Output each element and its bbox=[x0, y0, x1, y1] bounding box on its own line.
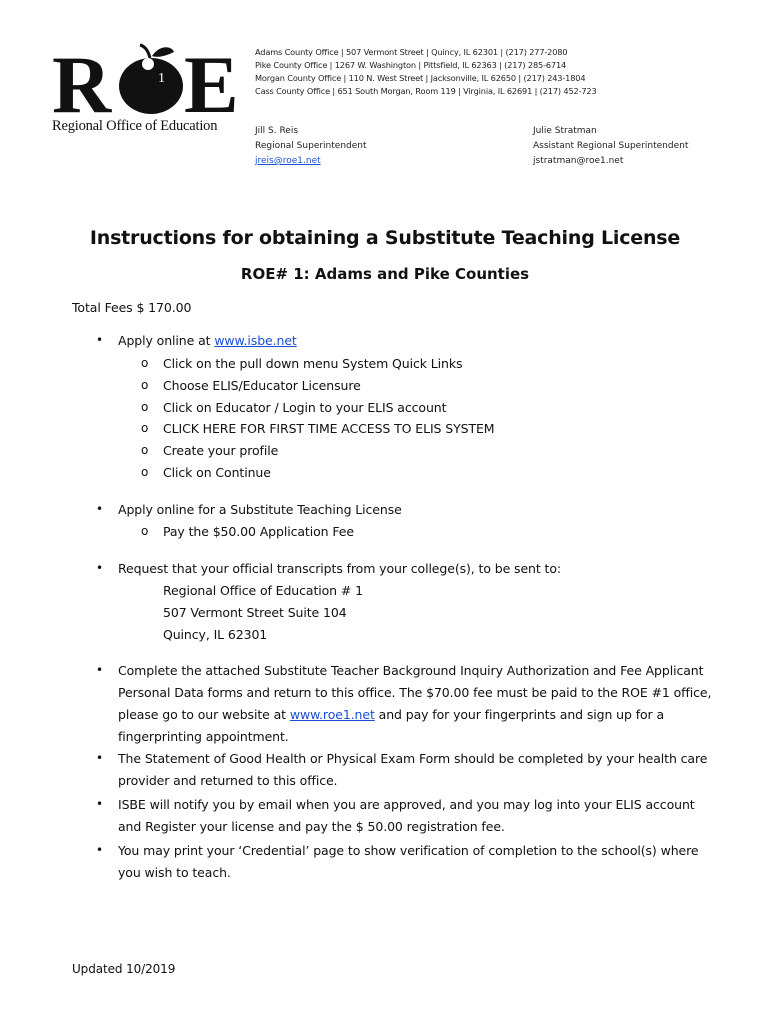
sub-bullet-icon: o bbox=[141, 400, 149, 414]
step4-line bbox=[118, 707, 664, 722]
assistant-superintendent-email: jstratman@roe1.net bbox=[533, 156, 624, 166]
sub-bullet-icon: o bbox=[141, 356, 149, 370]
step5-line: provider and returned to this office. bbox=[118, 773, 338, 788]
step1-sub-item: Choose ELIS/Educator Licensure bbox=[163, 378, 361, 393]
address-adams: Adams County Office | 507 Vermont Street | Quincy, IL 62301 | (217) 277-2080 bbox=[255, 47, 568, 57]
step6-line: and Register your license and pay the $ 50.00 registration fee. bbox=[118, 819, 505, 834]
document-title: Instructions for obtaining a Substitute Teaching License bbox=[89, 227, 681, 249]
logo-badge-number: 1 bbox=[158, 71, 165, 86]
step4-line: fingerprinting appointment. bbox=[118, 729, 289, 744]
apple-icon bbox=[119, 45, 183, 114]
step2-text: Apply online for a Substitute Teaching License bbox=[118, 502, 402, 517]
sub-bullet-icon: o bbox=[141, 443, 149, 457]
mailing-address-line: 507 Vermont Street Suite 104 bbox=[163, 605, 347, 620]
updated-date: Updated 10/2019 bbox=[72, 962, 176, 976]
document-subtitle: ROE# 1: Adams and Pike Counties bbox=[240, 265, 530, 283]
bullet-icon: • bbox=[96, 502, 104, 516]
step1-sub-item: Create your profile bbox=[163, 443, 279, 458]
bullet-icon: • bbox=[96, 797, 104, 811]
address-cass: Cass County Office | 651 South Morgan, Room 119 | Virginia, IL 62691 | (217) 452-723 bbox=[255, 86, 597, 96]
step1-sub-item: Click on the pull down menu System Quick Links bbox=[163, 356, 463, 371]
step7-line: you wish to teach. bbox=[118, 865, 231, 880]
bullet-icon: • bbox=[96, 663, 104, 677]
step5-line: The Statement of Good Health or Physical Exam Form should be completed by your health care bbox=[118, 751, 708, 766]
step6-line: ISBE will notify you by email when you are approved, and you may log into your ELIS account bbox=[118, 797, 695, 812]
total-fees: Total Fees $ 170.00 bbox=[72, 300, 192, 315]
logo-letter-e: E bbox=[184, 42, 239, 122]
isbe-link[interactable]: www.isbe.net bbox=[214, 333, 297, 348]
bullet-icon: • bbox=[96, 333, 104, 347]
sub-bullet-icon: o bbox=[141, 378, 149, 392]
superintendent-name: Jill S. Reis bbox=[255, 126, 299, 136]
step3-text: Request that your official transcripts from your college(s), to be sent to: bbox=[118, 561, 562, 576]
sub-bullet-icon: o bbox=[141, 524, 149, 538]
step7-line: You may print your ‘Credential’ page to show verification of completion to the school(s) where bbox=[118, 843, 699, 858]
bullet-icon: • bbox=[96, 561, 104, 575]
mailing-address-line: Quincy, IL 62301 bbox=[163, 627, 268, 642]
address-pike: Pike County Office | 1267 W. Washington | Pittsfield, IL 62363 | (217) 285-6714 bbox=[255, 60, 567, 70]
step4-line3-prefix: please go to our website at bbox=[118, 707, 290, 722]
step1-sub-item: CLICK HERE FOR FIRST TIME ACCESS TO ELIS SYSTEM bbox=[163, 421, 495, 436]
step1-sub-item: Click on Educator / Login to your ELIS account bbox=[163, 400, 447, 415]
step2-sub-item: Pay the $50.00 Application Fee bbox=[163, 524, 354, 539]
assistant-superintendent-name: Julie Stratman bbox=[533, 126, 597, 136]
bullet-icon: • bbox=[96, 843, 104, 857]
step4-line3-suffix: and pay for your fingerprints and sign up for a bbox=[374, 707, 665, 722]
assistant-superintendent-title: Assistant Regional Superintendent bbox=[533, 141, 689, 151]
logo-letter-r: R bbox=[52, 42, 112, 122]
superintendent-title: Regional Superintendent bbox=[255, 141, 367, 151]
step1-text bbox=[118, 333, 297, 348]
sub-bullet-icon: o bbox=[141, 421, 149, 435]
step4-line: Complete the attached Substitute Teacher Background Inquiry Authorization and Fee Applicant bbox=[118, 663, 704, 678]
roe1-link[interactable]: www.roe1.net bbox=[289, 707, 375, 722]
address-morgan: Morgan County Office | 110 N. West Street | Jacksonville, IL 62650 | (217) 243-1804 bbox=[255, 73, 586, 83]
step1-prefix: Apply online at bbox=[118, 333, 215, 348]
sub-bullet-icon: o bbox=[141, 465, 149, 479]
superintendent-email-link[interactable]: jreis@roe1.net bbox=[255, 156, 321, 166]
roe-logo-graphic bbox=[52, 42, 242, 122]
mailing-address-line: Regional Office of Education # 1 bbox=[163, 583, 363, 598]
step4-line: Personal Data forms and return to this office. The $70.00 fee must be paid to the ROE #1 office, bbox=[118, 685, 712, 700]
step1-sub-item: Click on Continue bbox=[163, 465, 271, 480]
logo-caption: Regional Office of Education bbox=[52, 118, 218, 134]
bullet-icon: • bbox=[96, 751, 104, 765]
